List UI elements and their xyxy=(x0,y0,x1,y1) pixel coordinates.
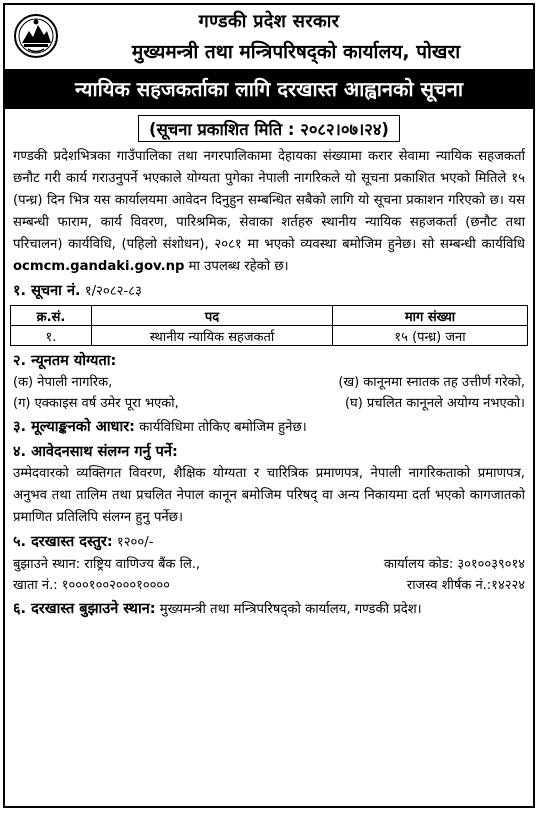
section-fee xyxy=(5,531,533,554)
fee-office-code: कार्यालय कोड: ३०१००३९०१४ xyxy=(383,557,525,572)
intro-tail: मा उपलब्ध रहेको छ। xyxy=(184,259,289,274)
qualification-row-2 xyxy=(5,393,533,414)
qualification-item: (क) नेपाली नागरिक, xyxy=(13,375,113,390)
section-notice-number-value: १/२०८२-८३ xyxy=(80,284,142,299)
notice-banner: न्यायिक सहजकर्ताका लागि दरखास्त आह्वानको सूचना xyxy=(5,71,533,109)
table-row xyxy=(11,326,528,346)
table-header-row xyxy=(11,306,528,326)
office-title: मुख्यमन्त्री तथा मन्त्रिपरिषद्को कार्यालय, पोखरा xyxy=(131,41,461,63)
section-submission-label: ६. दरखास्त बुझाउने स्थान: xyxy=(13,601,156,617)
section-fee-value: १२००/- xyxy=(112,535,154,550)
qualification-item: (ग) एक्काइस वर्ष उमेर पूरा भएको, xyxy=(13,396,179,411)
fee-revenue: राजस्व शीर्षक नं.:१४२२४ xyxy=(406,578,525,593)
col-demand: माग संख्या xyxy=(333,306,528,326)
section-submission-value: मुख्यमन्त्री तथा मन्त्रिपरिषद्को कार्यालय, गण्डकी प्रदेश। xyxy=(155,602,422,617)
publish-date-text: (सूचना प्रकाशित मिति : २०८२।०७।२४) xyxy=(138,115,400,142)
attachments-text: उम्मेदवारको व्यक्तिगत विवरण, शैक्षिक योग्यता र चारित्रिक प्रमाणपत्र, नेपाली नागरिकताको प्रमाणपत्र, अनुभव तथा तालिम तथा प्रचलित नेपाल कानून बमोजिम परिषद् वा अन्य निकायमा दर्ता भएको कागजातको प्रमाणित प्रतिलिपि संलग्न हुनु पर्नेछ। xyxy=(13,466,525,525)
qualification-item: (ख) कानूनमा स्नातक तह उत्तीर्ण गरेको, xyxy=(338,375,525,390)
section-submission xyxy=(5,598,533,621)
fee-bank: बुझाउने स्थान: राष्ट्रिय वाणिज्य बैंक लि., xyxy=(13,557,201,572)
section-qualification: २. न्यूनतम योग्यता: xyxy=(13,353,117,369)
qualification-row-1 xyxy=(5,372,533,393)
intro-text: गण्डकी प्रदेशभित्रका गाउँपालिका तथा नगरपालिकामा देहायका संख्यामा करार सेवामा न्यायिक सहजकर्ता छनौट गरी कार्य गराउनुपर्ने भएकाले योग्यता पुगेका नेपाली नागरिकले यो सूचना प्रकाशित भएको मितिले १५ (पन्ध्र) दिन भित्र यस कार्यालयमा आवेदन दिनुहुन सम्बन्धित सबैको लागि यो सूचना प्रकाशन गरिएको छ। यस सम्बन्धी फाराम, कार्य विवरण, पारिश्रमिक, सेवाका शर्तहरु स्थानीय न्यायिक सहजकर्ता (छनौट तथा परिचालन) कार्यविधि, (पहिलो संशोधन), २०८१ मा भएको व्यवस्था बमोजिम हुनेछ। सो सम्बन्धी कार्यविधि xyxy=(13,149,525,252)
cell-demand: १५ (पन्ध्र) जना xyxy=(333,326,528,346)
vacancy-table xyxy=(10,305,528,346)
fee-row-2 xyxy=(5,575,533,596)
notice-page xyxy=(3,3,535,808)
header xyxy=(5,5,533,71)
cell-serial: १. xyxy=(11,326,92,346)
fee-account: खाता नं.: १०००१००२०००१०००० xyxy=(13,578,170,593)
section-evaluation-label: ३. मूल्याङ्कनको आधार: xyxy=(13,419,135,435)
intro-paragraph xyxy=(5,146,533,278)
section-notice-number xyxy=(5,280,533,303)
section-attachments: ४. आवेदनसाथ संलग्न गर्नु पर्ने: xyxy=(13,444,178,460)
publish-date xyxy=(5,115,533,142)
cell-post: स्थानीय न्यायिक सहजकर्ता xyxy=(92,326,333,346)
government-title: गण्डकी प्रदेश सरकार xyxy=(198,11,340,32)
qualification-item: (घ) प्रचलित कानूनले अयोग्य नभएको। xyxy=(344,396,525,411)
website-link[interactable]: ocmcm.gandaki.gov.np xyxy=(13,259,185,274)
col-serial: क्र.सं. xyxy=(11,306,92,326)
section-evaluation xyxy=(5,416,533,439)
fee-row-1 xyxy=(5,554,533,575)
section-fee-label: ५. दरखास्त दस्तुर: xyxy=(13,534,113,550)
section-notice-number-label: १. सूचना नं. xyxy=(13,283,81,299)
col-post: पद xyxy=(92,306,333,326)
section-evaluation-value: कार्यविधिमा तोकिए बमोजिम हुनेछ। xyxy=(134,420,307,435)
